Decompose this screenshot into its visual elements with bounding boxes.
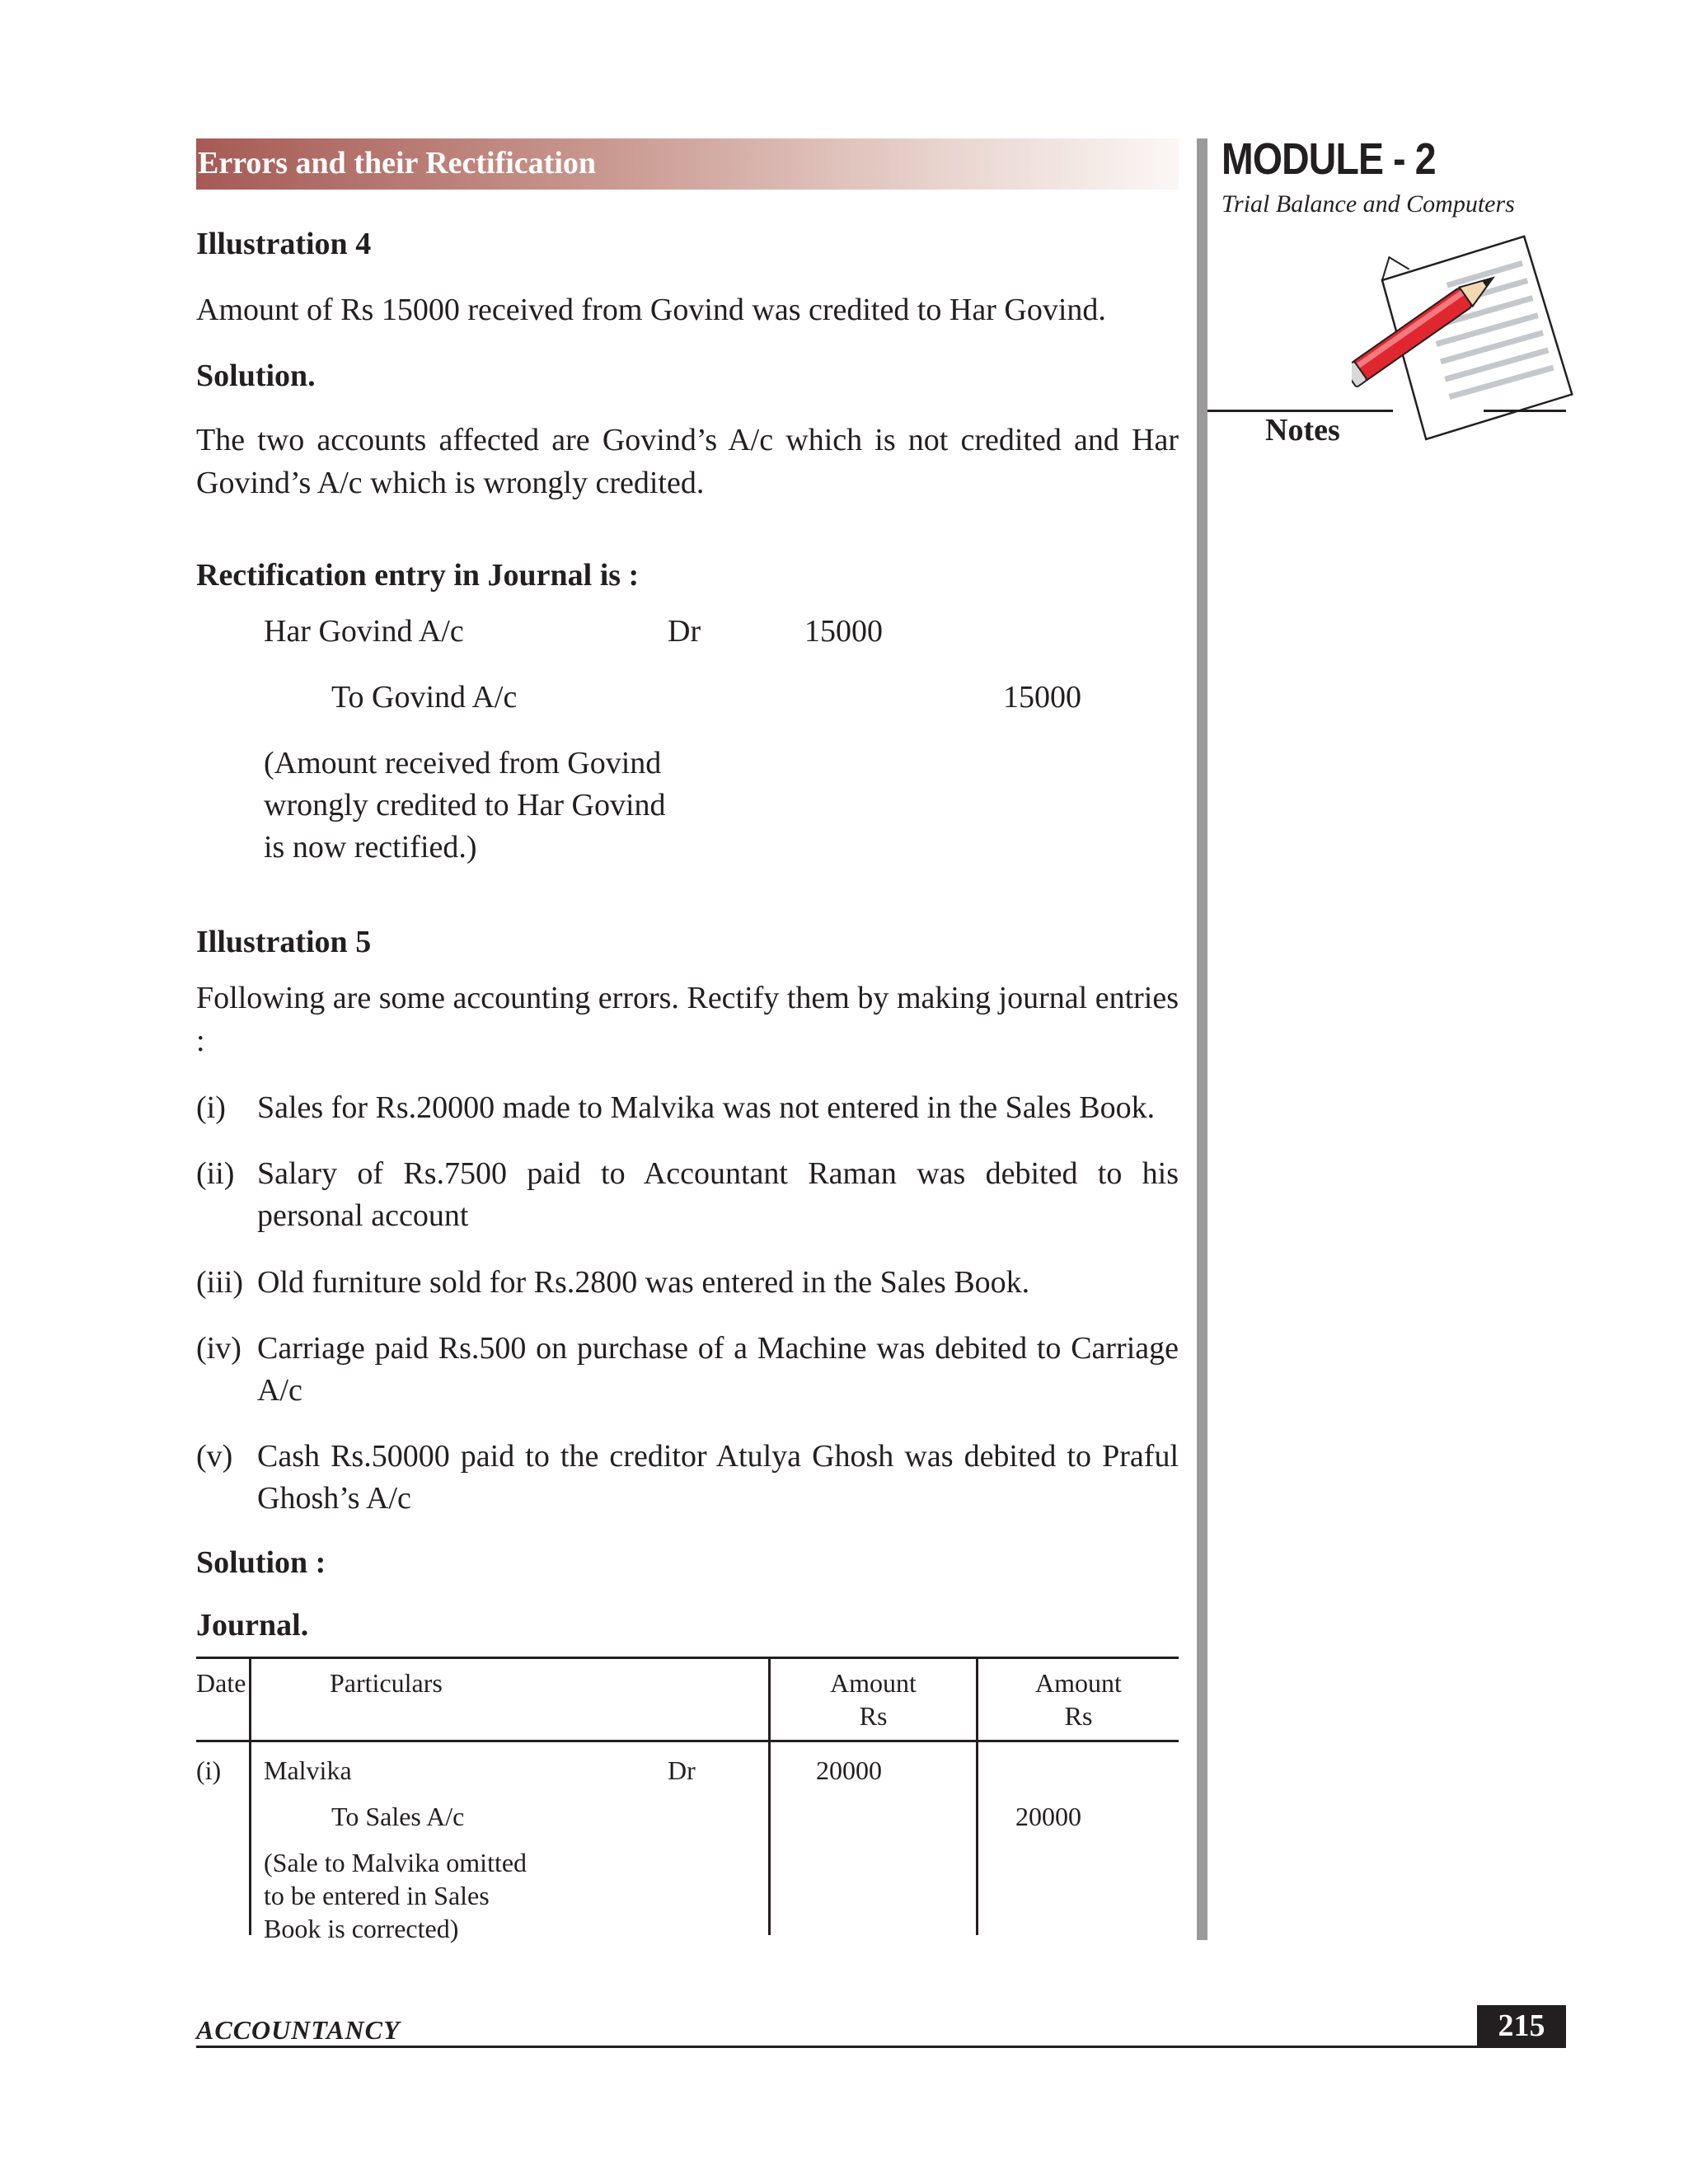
- illustration-4-explanation: The two accounts affected are Govind’s A/c which is not credited and Har Govind’s A/c which is wrongly credited.: [196, 423, 1179, 500]
- module-title: MODULE - 2: [1221, 134, 1436, 184]
- column-header-date: Date: [196, 1668, 246, 1698]
- section-title: Errors and their Rectification: [198, 146, 597, 180]
- error-item-number: (ii): [196, 1156, 235, 1191]
- row-narration-line: to be entered in Sales: [264, 1881, 490, 1910]
- entry-narration-line: (Amount received from Govind: [264, 746, 662, 780]
- entry-narration-line: is now rectified.): [264, 830, 477, 865]
- column-header-amount-unit: Rs: [1064, 1701, 1093, 1731]
- error-item-text: Salary of Rs.7500 paid to Accountant Raman was debited to his: [257, 1156, 1179, 1191]
- table-rule-top: [196, 1657, 1179, 1659]
- margin-rule: [1197, 138, 1207, 1940]
- error-item-text: Carriage paid Rs.500 on purchase of a Machine was debited to Carriage: [257, 1331, 1179, 1366]
- error-item-text: Cash Rs.50000 paid to the creditor Atulya Ghosh was debited to Praful: [257, 1439, 1179, 1474]
- rectification-entry-heading: Rectification entry in Journal is :: [196, 558, 640, 593]
- entry-debit-amount: 15000: [804, 614, 883, 649]
- notes-rule-right: [1484, 410, 1566, 412]
- error-item-number: (v): [196, 1439, 233, 1474]
- error-item-text-continued: A/c: [257, 1373, 302, 1408]
- illustration-4-problem: Amount of Rs 15000 received from Govind was credited to Har Govind.: [196, 293, 1106, 327]
- column-header-amount: Amount: [830, 1668, 917, 1698]
- illustration-4-solution-label: Solution.: [196, 359, 316, 393]
- column-header-particulars: Particulars: [330, 1668, 443, 1698]
- row-narration-line: (Sale to Malvika omitted: [264, 1848, 528, 1877]
- row-debit-amount: 20000: [816, 1755, 882, 1785]
- footer-rule: [196, 2046, 1566, 2048]
- journal-label: Journal.: [196, 1608, 309, 1643]
- row-date: (i): [196, 1755, 222, 1785]
- module-subtitle: Trial Balance and Computers: [1221, 190, 1515, 218]
- notes-label: Notes: [1265, 413, 1340, 448]
- table-col-divider: [249, 1657, 251, 1935]
- notepad-pencil-icon: [1352, 216, 1582, 447]
- error-item-number: (iii): [196, 1265, 243, 1300]
- page-number: 215: [1498, 2008, 1545, 2043]
- entry-credit-account: To Govind A/c: [331, 680, 518, 715]
- footer-subject: ACCOUNTANCY: [196, 2015, 401, 2045]
- error-item-text: Sales for Rs.20000 made to Malvika was not entered in the Sales Book.: [257, 1090, 1156, 1125]
- error-item-text-continued: personal account: [257, 1198, 469, 1233]
- illustration-4-heading: Illustration 4: [196, 227, 372, 261]
- illustration-5-solution-label: Solution :: [196, 1545, 326, 1580]
- row-debit-account: Malvika: [264, 1755, 352, 1785]
- column-header-amount-unit: Rs: [859, 1701, 888, 1731]
- illustration-5-heading: Illustration 5: [196, 925, 372, 959]
- row-credit-account: To Sales A/c: [331, 1802, 465, 1831]
- error-item-number: (iv): [196, 1331, 241, 1366]
- row-dr-label: Dr: [668, 1755, 696, 1785]
- error-item-number: (i): [196, 1090, 226, 1125]
- entry-credit-amount: 15000: [1003, 680, 1081, 715]
- illustration-5-intro: Following are some accounting errors. Rectify them by making journal entries :: [196, 981, 1179, 1058]
- entry-dr-label: Dr: [668, 614, 701, 649]
- error-item-text: Old furniture sold for Rs.2800 was entered in the Sales Book.: [257, 1265, 1030, 1300]
- entry-debit-account: Har Govind A/c: [264, 614, 464, 649]
- table-rule-header: [196, 1740, 1179, 1742]
- column-header-amount: Amount: [1035, 1668, 1122, 1698]
- entry-narration-line: wrongly credited to Har Govind: [264, 788, 666, 823]
- error-item-text-continued: Ghosh’s A/c: [257, 1481, 411, 1516]
- row-narration-line: Book is corrected): [264, 1914, 459, 1943]
- row-credit-amount: 20000: [1015, 1802, 1081, 1831]
